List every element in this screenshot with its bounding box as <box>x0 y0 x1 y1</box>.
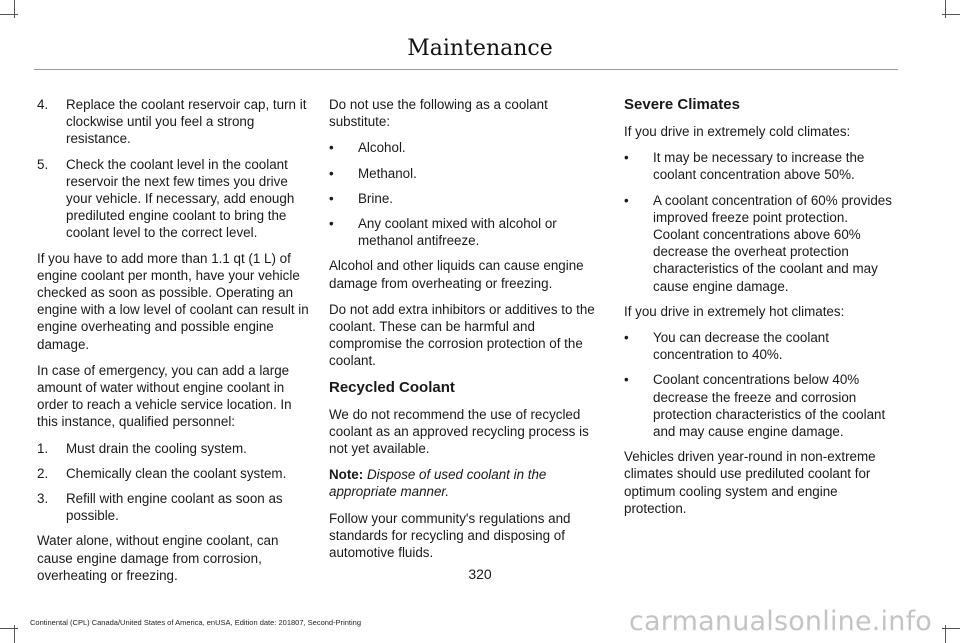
bullet-item <box>624 371 896 440</box>
step-text: Must drain the cooling system. <box>66 440 247 456</box>
bullet-text: Alcohol. <box>358 140 406 156</box>
note-label: Note: <box>329 467 364 483</box>
step-text: Replace the coolant reservoir cap, turn it clockwise until you feel a strong resistance. <box>66 97 307 147</box>
crop-mark-top-right-v <box>945 0 946 18</box>
crop-mark-bottom-right-h <box>942 628 960 629</box>
bullet-item <box>624 329 896 363</box>
step-text: Chemically clean the coolant system. <box>66 465 287 481</box>
step-number: 5. <box>37 156 49 172</box>
bullet-icon: • <box>329 140 334 156</box>
header-divider <box>34 69 898 70</box>
column-right <box>624 96 896 526</box>
crop-mark-top-left-h <box>0 14 18 15</box>
bullet-text: A coolant concentration of 60% provides improved freeze point protection. Coolant concentrations above 60% decrease the overheat protection characteristics of the coolant and may cause engine damage. <box>653 192 892 294</box>
step-number: 1. <box>37 440 49 456</box>
bullet-text: Brine. <box>358 190 393 206</box>
footer-edition-info: Continental (CPL) Canada/United States of America, enUSA, Edition date: 201807, Second-Printing <box>30 618 362 627</box>
bullet-item <box>624 192 896 295</box>
paragraph: Water alone, without engine coolant, can cause engine damage from corrosion, overheating or freezing. <box>37 533 279 583</box>
column-middle <box>329 96 601 570</box>
paragraph: We do not recommend the use of recycled coolant as an approved recycling process is not yet available. <box>329 406 589 457</box>
bullet-item <box>329 190 601 207</box>
bullet-icon: • <box>624 330 629 346</box>
bullet-item <box>329 139 601 156</box>
section-heading-severe-climates: Severe Climates <box>624 96 740 113</box>
step-number: 4. <box>37 97 49 112</box>
step-item <box>37 465 309 482</box>
watermark: carmanualsonline.info <box>629 606 932 637</box>
column-left <box>37 96 309 593</box>
crop-mark-bottom-left-h <box>0 628 18 629</box>
step-number: 3. <box>37 491 49 507</box>
bullet-icon: • <box>624 192 629 208</box>
paragraph: If you drive in extremely hot climates: <box>624 303 845 319</box>
section-heading-recycled-coolant: Recycled Coolant <box>329 378 455 396</box>
paragraph: Do not add extra inhibitors or additives to the coolant. These can be harmful and compromise the corrosion protection of the coolant. <box>329 301 595 369</box>
step-text: Check the coolant level in the coolant reservoir the next few times you drive your vehicle. If necessary, add enough prediluted engine coolant to bring the coolant level to the correct level. <box>66 156 295 241</box>
paragraph: If you drive in extremely cold climates: <box>624 124 851 139</box>
paragraph: Alcohol and other liquids can cause engine damage from overheating or freezing. <box>329 258 584 291</box>
step-item <box>37 440 309 457</box>
bullet-icon: • <box>624 372 629 388</box>
bullet-text: Any coolant mixed with alcohol or methanol antifreeze. <box>358 216 557 249</box>
bullet-icon: • <box>329 216 334 232</box>
step-text: Refill with engine coolant as soon as possible. <box>66 491 283 524</box>
bullet-icon: • <box>624 150 629 166</box>
note-text: Dispose of used coolant in the appropriate manner. <box>329 467 547 500</box>
paragraph: In case of emergency, you can add a large amount of water without engine coolant in order to reach a vehicle service location. In this instance, qualified personnel: <box>37 362 292 430</box>
crop-mark-top-left-v <box>14 0 15 18</box>
bullet-text: Methanol. <box>358 165 417 181</box>
paragraph: If you have to add more than 1.1 qt (1 L) of engine coolant per month, have your vehicle checked as soon as possible. Operating an engine with a low level of coolant can result in engine overheating and possible engine damage. <box>37 250 309 352</box>
crop-mark-top-right-h <box>942 14 960 15</box>
bullet-icon: • <box>329 190 334 206</box>
paragraph: Vehicles driven year-round in non-extreme climates should use prediluted coolant for optimum cooling system and engine protection. <box>624 449 876 516</box>
step-item <box>37 490 309 524</box>
bullet-text: You can decrease the coolant concentration to 40%. <box>653 330 829 363</box>
bullet-text: It may be necessary to increase the coolant concentration above 50%. <box>653 150 865 183</box>
note-paragraph <box>329 466 601 500</box>
bullet-icon: • <box>329 165 334 181</box>
paragraph: Do not use the following as a coolant substitute: <box>329 97 548 130</box>
bullet-item <box>329 165 601 182</box>
step-item <box>37 96 309 148</box>
step-number: 2. <box>37 465 49 481</box>
bullet-item <box>624 149 896 183</box>
page-title: Maintenance <box>407 36 553 61</box>
bullet-text: Coolant concentrations below 40% decrease the freeze and corrosion protection characteristics of the coolant and may cause engine damage. <box>653 372 886 440</box>
paragraph: Follow your community's regulations and standards for recycling and disposing of automotive fluids. <box>329 510 571 561</box>
step-item <box>37 156 309 242</box>
bullet-item <box>329 215 601 249</box>
page-number: 320 <box>468 566 492 582</box>
